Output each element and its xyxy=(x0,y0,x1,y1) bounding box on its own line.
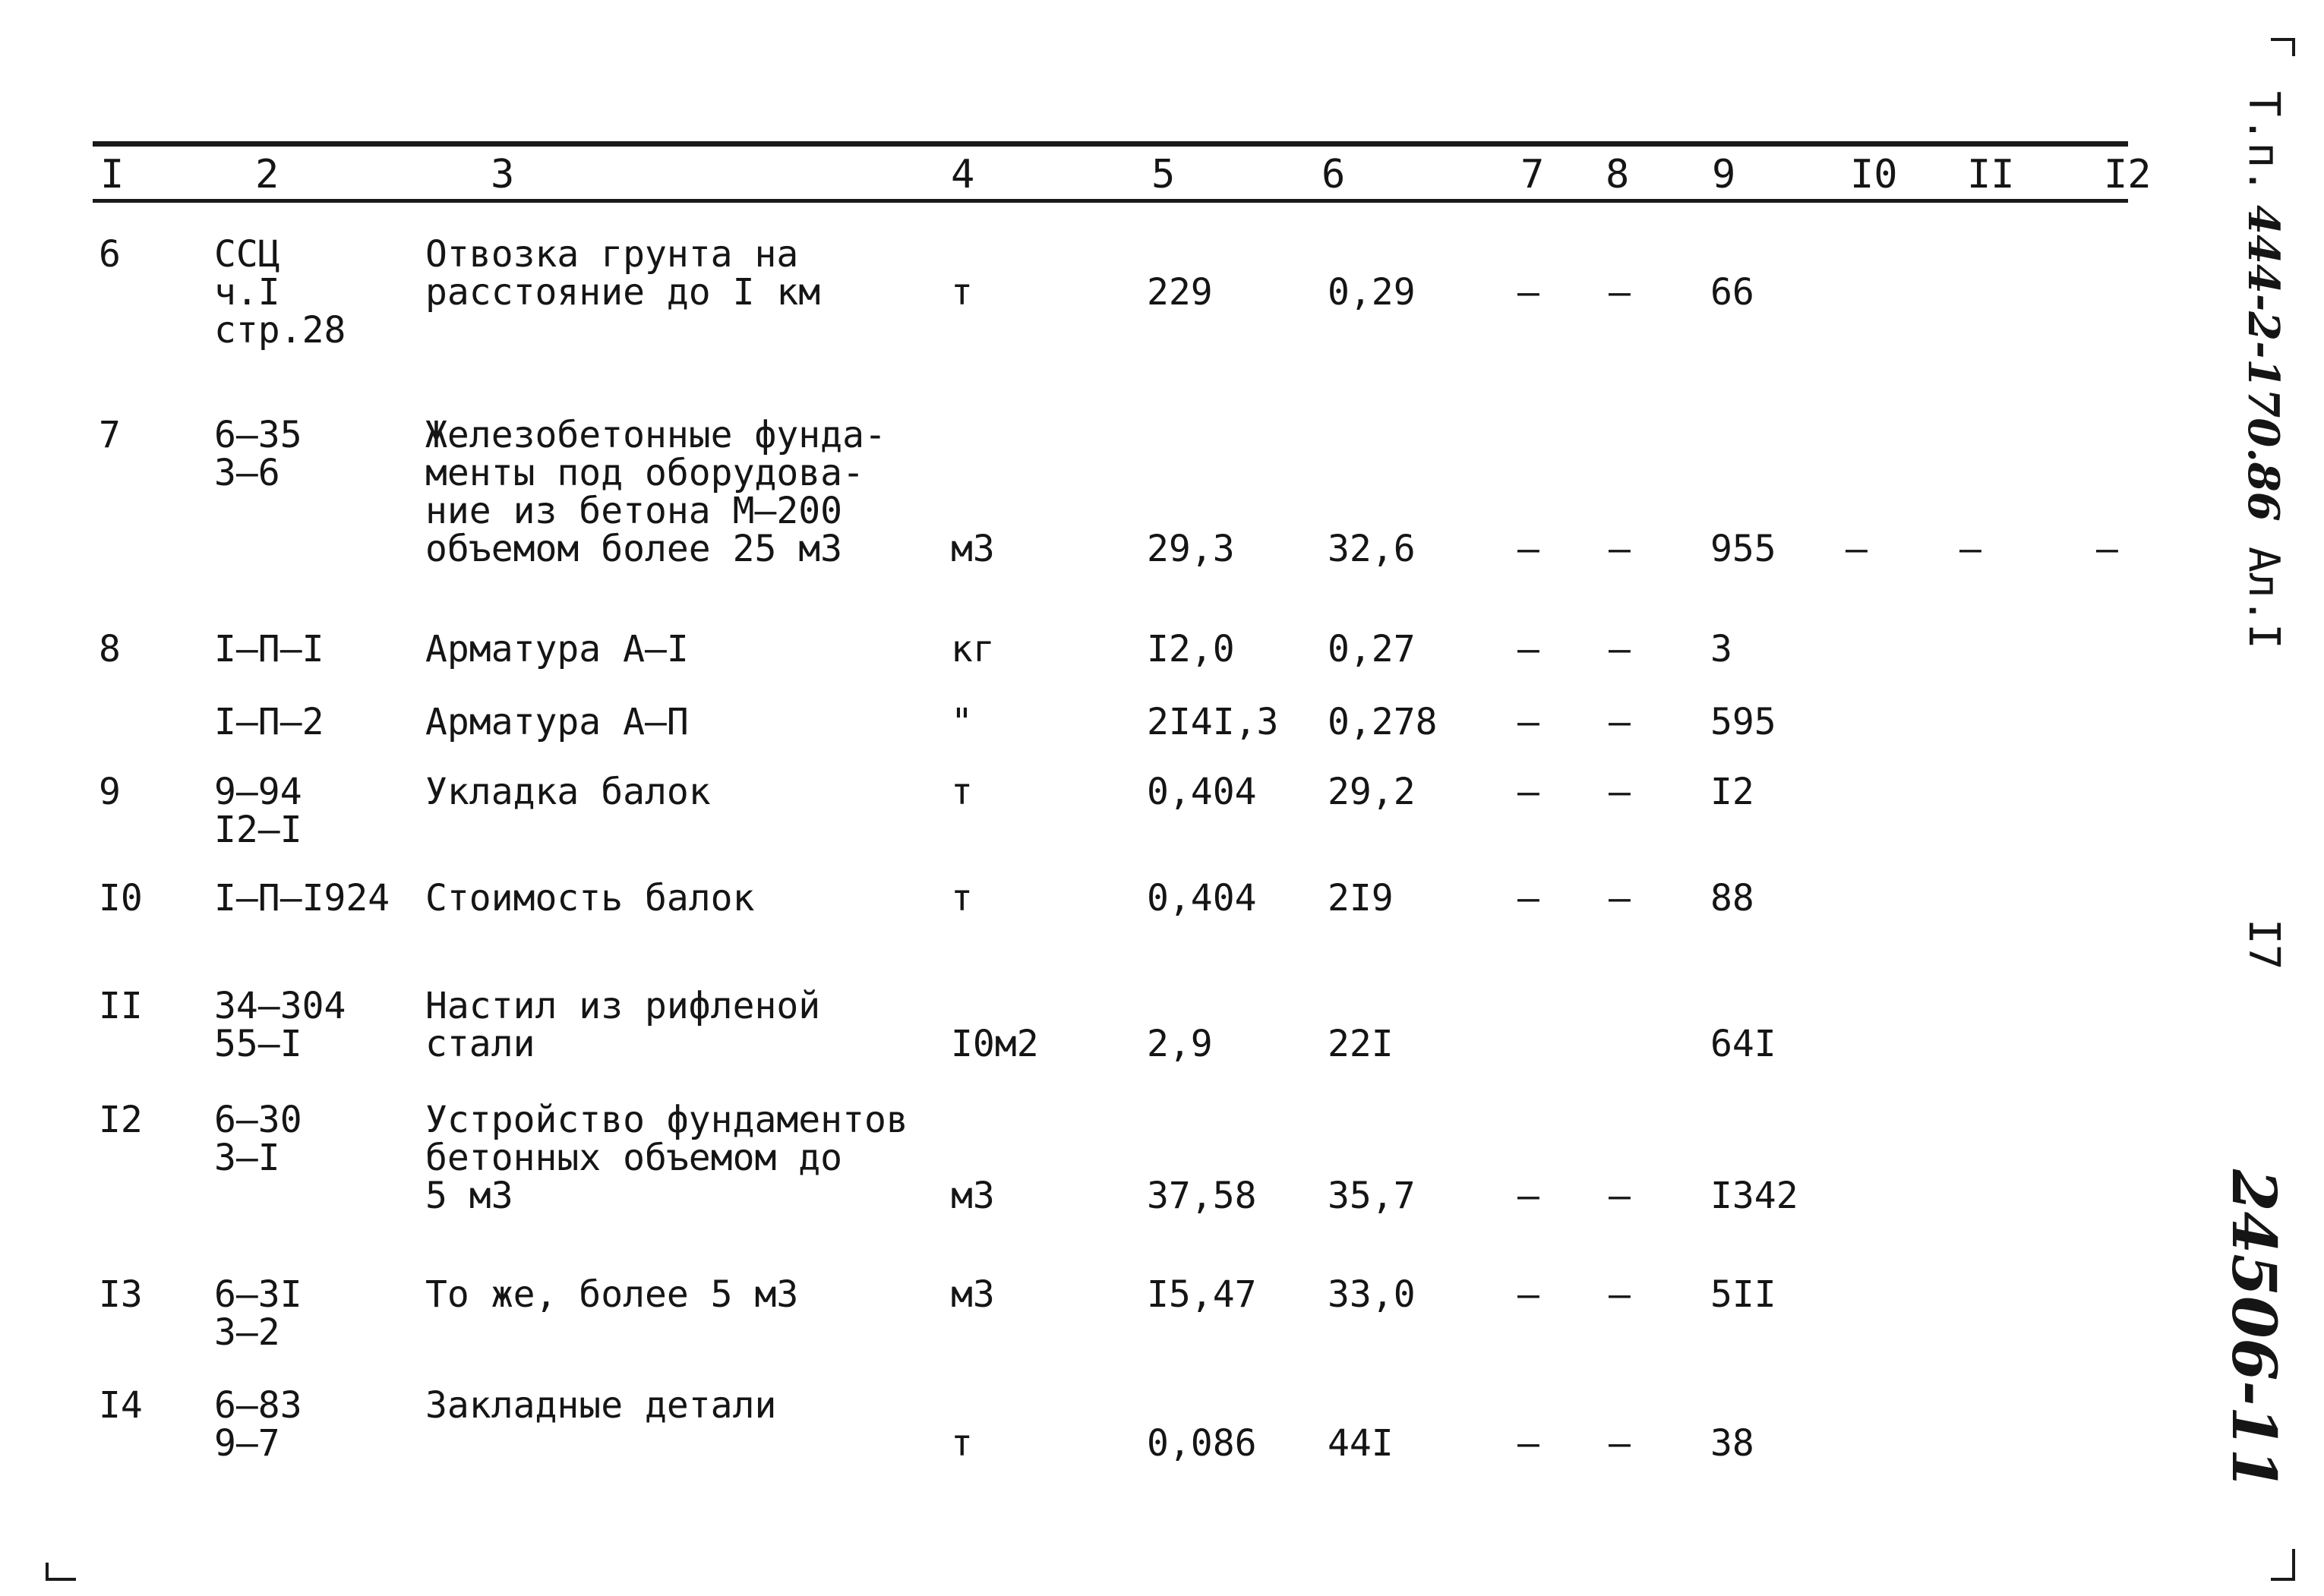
reference-line: 3–2 xyxy=(214,1311,280,1354)
description-cell xyxy=(425,416,886,568)
table-cell-col-7: – xyxy=(1517,771,1539,813)
column-header: 8 xyxy=(1606,152,1630,197)
table-cell-col-4: т xyxy=(951,877,973,919)
reference-cell xyxy=(214,1273,302,1354)
description-line: ние из бетона М–200 xyxy=(425,490,843,532)
description-line: Арматура А–П xyxy=(425,701,689,743)
table-cell-col-5: 0,086 xyxy=(1147,1422,1257,1465)
corner-mark-top-right-tick xyxy=(2292,38,2295,56)
table-cell-col-7: – xyxy=(1517,1175,1539,1217)
reference-line: стр.28 xyxy=(214,309,346,352)
table-cell-col-6: 35,7 xyxy=(1328,1175,1416,1217)
corner-mark-bottom-left-tick xyxy=(46,1563,49,1579)
table-cell-col-7: – xyxy=(1517,701,1539,743)
description-line: стали xyxy=(425,1023,535,1065)
table-cell-col-9: 88 xyxy=(1710,877,1754,919)
table-cell-col-9: 955 xyxy=(1710,528,1776,570)
table-cell-col-4: м3 xyxy=(951,528,995,570)
table-cell-col-4: м3 xyxy=(951,1175,995,1217)
column-header: II xyxy=(1967,152,2015,197)
reference-line: 55–I xyxy=(214,1023,302,1065)
reference-cell xyxy=(214,773,302,849)
reference-cell xyxy=(214,987,346,1063)
column-header: 7 xyxy=(1520,152,1545,197)
table-cell-col-7: – xyxy=(1517,877,1539,919)
table-cell-col-7: – xyxy=(1517,1422,1539,1465)
table-cell-col-8: – xyxy=(1609,271,1631,314)
reference-line: 3–6 xyxy=(214,452,280,494)
description-line: 5 м3 xyxy=(425,1175,513,1217)
table-cell-col-12: – xyxy=(2096,528,2118,570)
column-header: I2 xyxy=(2104,152,2152,197)
description-line: расстояние до I км xyxy=(425,271,821,314)
table-header-rule xyxy=(93,199,2128,203)
description-cell xyxy=(425,1384,777,1427)
row-number-cell: 7 xyxy=(99,414,121,456)
row-number-cell: I3 xyxy=(99,1273,143,1316)
table-cell-col-5: 229 xyxy=(1147,271,1213,314)
description-cell xyxy=(425,1101,908,1215)
table-cell-col-8: – xyxy=(1609,877,1631,919)
corner-mark-bottom-left xyxy=(46,1578,76,1581)
table-cell-col-8: – xyxy=(1609,1175,1631,1217)
description-line: объемом более 25 м3 xyxy=(425,528,843,570)
reference-line: 6–35 xyxy=(214,414,302,456)
table-cell-col-4: т xyxy=(951,271,973,314)
corner-mark-bottom-right-tick xyxy=(2292,1549,2295,1581)
description-line: бетонных объемом до xyxy=(425,1137,843,1179)
reference-line: I2–I xyxy=(214,809,302,851)
margin-page-number: I7 xyxy=(2239,919,2288,970)
table-cell-col-4: кг xyxy=(951,628,995,670)
table-cell-col-7: – xyxy=(1517,271,1539,314)
row-number-cell: 8 xyxy=(99,628,121,670)
column-header: 6 xyxy=(1321,152,1346,197)
description-cell xyxy=(425,703,689,741)
table-cell-col-5: I2,0 xyxy=(1147,628,1235,670)
description-line: Стоимость балок xyxy=(425,877,755,919)
table-cell-col-7: – xyxy=(1517,528,1539,570)
table-cell-col-9: 64I xyxy=(1710,1023,1776,1065)
table-cell-col-9: 3 xyxy=(1710,628,1732,670)
table-cell-col-5: I5,47 xyxy=(1147,1273,1257,1316)
table-cell-col-6: 22I xyxy=(1328,1023,1394,1065)
description-line: Арматура А–I xyxy=(425,628,689,670)
table-cell-col-8: – xyxy=(1609,1422,1631,1465)
table-cell-col-9: 5II xyxy=(1710,1273,1776,1316)
description-cell xyxy=(425,630,689,668)
description-line: Настил из рифленой xyxy=(425,985,821,1027)
table-cell-col-5: 37,58 xyxy=(1147,1175,1257,1217)
table-cell-col-6: 33,0 xyxy=(1328,1273,1416,1316)
column-header: 5 xyxy=(1151,152,1176,197)
table-cell-col-5: 0,404 xyxy=(1147,877,1257,919)
description-cell xyxy=(425,773,711,811)
table-cell-col-4: м3 xyxy=(951,1273,995,1316)
column-header: 2 xyxy=(255,152,279,197)
column-header: I0 xyxy=(1850,152,1898,197)
reference-line: I–П–I924 xyxy=(214,877,390,919)
table-cell-col-5: 2,9 xyxy=(1147,1023,1213,1065)
table-top-rule xyxy=(93,141,2128,147)
table-cell-col-6: 0,27 xyxy=(1328,628,1416,670)
table-cell-col-4: т xyxy=(951,771,973,813)
description-line: То же, более 5 м3 xyxy=(425,1273,799,1316)
table-cell-col-7: – xyxy=(1517,1273,1539,1316)
table-cell-col-6: 29,2 xyxy=(1328,771,1416,813)
reference-line: ССЦ xyxy=(214,233,280,276)
reference-line: 6–83 xyxy=(214,1384,302,1427)
table-cell-col-6: 0,29 xyxy=(1328,271,1416,314)
table-cell-col-9: 595 xyxy=(1710,701,1776,743)
description-line: Устройство фундаментов xyxy=(425,1099,908,1141)
row-number-cell: I2 xyxy=(99,1099,143,1141)
table-cell-col-8: – xyxy=(1609,701,1631,743)
description-cell xyxy=(425,233,821,314)
column-header: 4 xyxy=(951,152,975,197)
column-header: 9 xyxy=(1712,152,1736,197)
reference-line: ч.I xyxy=(214,271,280,314)
table-cell-col-6: 0,278 xyxy=(1328,701,1438,743)
reference-line: 34–304 xyxy=(214,985,346,1027)
reference-line: I–П–2 xyxy=(214,701,324,743)
table-cell-col-4: I0м2 xyxy=(951,1023,1039,1065)
reference-cell xyxy=(214,1384,302,1465)
reference-cell xyxy=(214,416,302,492)
reference-line: 9–7 xyxy=(214,1422,280,1465)
table-cell-col-8: – xyxy=(1609,628,1631,670)
column-header: 3 xyxy=(491,152,515,197)
row-number-cell: II xyxy=(99,985,143,1027)
table-cell-col-9: I342 xyxy=(1710,1175,1798,1217)
table-cell-col-5: 2I4I,3 xyxy=(1147,701,1279,743)
margin-album: Ал.I xyxy=(2239,547,2288,649)
table-cell-col-10: – xyxy=(1846,528,1868,570)
table-cell-col-9: 38 xyxy=(1710,1422,1754,1465)
margin-doc-prefix: Т.п. xyxy=(2239,91,2288,194)
table-cell-col-5: 0,404 xyxy=(1147,771,1257,813)
description-line: Закладные детали xyxy=(425,1384,777,1427)
description-line: Укладка балок xyxy=(425,771,711,813)
table-cell-col-8: – xyxy=(1609,771,1631,813)
description-cell xyxy=(425,1273,799,1316)
table-cell-col-9: I2 xyxy=(1710,771,1754,813)
margin-doc-number: 444-2-170.86 xyxy=(2238,205,2288,522)
description-line: менты под оборудова- xyxy=(425,452,864,494)
reference-line: 3–I xyxy=(214,1137,280,1179)
table-cell-col-5: 29,3 xyxy=(1147,528,1235,570)
table-cell-col-6: 32,6 xyxy=(1328,528,1416,570)
table-cell-col-6: 2I9 xyxy=(1328,877,1394,919)
row-number-cell: I4 xyxy=(99,1384,143,1427)
description-line: Железобетонные фунда- xyxy=(425,414,886,456)
column-header: I xyxy=(100,152,125,197)
reference-line: I–П–I xyxy=(214,628,324,670)
reference-cell xyxy=(214,1101,302,1177)
table-cell-col-9: 66 xyxy=(1710,271,1754,314)
reference-cell xyxy=(214,233,346,352)
table-cell-col-4: т xyxy=(951,1422,973,1465)
reference-cell xyxy=(214,703,324,741)
table-cell-col-6: 44I xyxy=(1328,1422,1394,1465)
row-number-cell: 6 xyxy=(99,233,121,276)
reference-line: 6–30 xyxy=(214,1099,302,1141)
table-cell-col-11: – xyxy=(1959,528,1981,570)
reference-line: 9–94 xyxy=(214,771,302,813)
table-cell-col-8: – xyxy=(1609,1273,1631,1316)
table-cell-col-7: – xyxy=(1517,628,1539,670)
reference-cell xyxy=(214,879,390,917)
reference-line: 6–3I xyxy=(214,1273,302,1316)
description-cell xyxy=(425,987,820,1063)
description-cell xyxy=(425,879,754,917)
table-cell-col-4: " xyxy=(951,701,973,743)
margin-stamp-number: 24506-11 xyxy=(2218,1169,2290,1490)
row-number-cell: 9 xyxy=(99,771,121,813)
reference-cell xyxy=(214,630,324,668)
table-cell-col-8: – xyxy=(1609,528,1631,570)
row-number-cell: I0 xyxy=(99,877,143,919)
description-line: Отвозка грунта на xyxy=(425,233,799,276)
